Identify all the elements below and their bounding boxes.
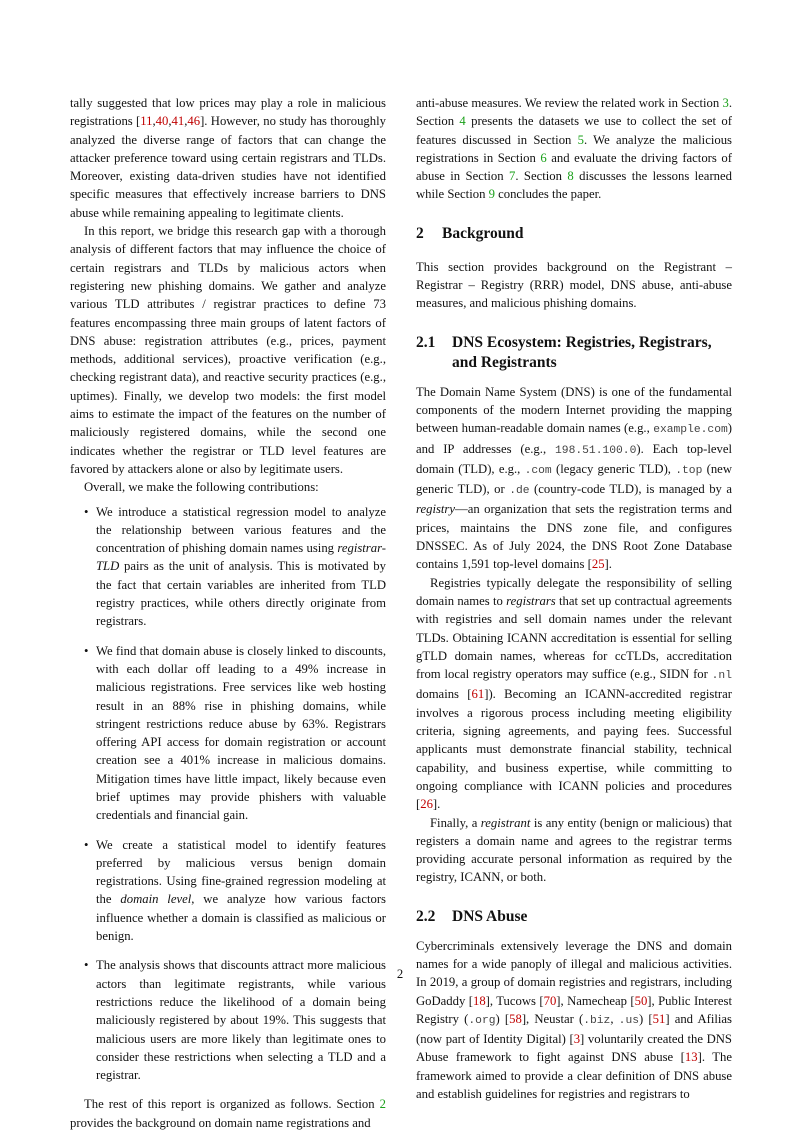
paragraph: The rest of this report is organized as follows. Section 2 provides the background on domain name registrations and — [70, 1097, 386, 1130]
paragraph: The Domain Name System (DNS) is one of the fundamental components of the modern Internet providing the mapping between human-readable domain names (e.g., example.com) and IP addresses (e.g., 198.51.100.0). Each top-level domain (TLD), e.g., .com (legacy generic TLD), .top (new generic TLD), or .de (country-code TLD), is managed by a registry—an organization that sets the registration terms and prices, maintains the DNS zone file, and configures DNSSEC. As of July 2024, the DNS Root Zone Database contains 1,591 top-level domains [25]. — [416, 384, 732, 572]
list-item: • We introduce a statistical regression model to analyze the relationship between various features and the concentration of phishing domain names using registrar-TLD pairs as the unit of analysis. This is motivated by the fact that certain variables are inherited from TLD registry practices, while others directly originate from registrars. — [84, 504, 386, 629]
citation-link[interactable]: 40 — [155, 114, 169, 129]
citation-link[interactable]: 61 — [471, 687, 485, 702]
paragraph: Overall, we make the following contributions: — [84, 480, 319, 495]
citation-link[interactable]: 50 — [634, 993, 648, 1008]
paragraph: Registries typically delegate the responsibility of selling domain names to registrars that set up contractual agreements with registries and sell domain names under the relevant TLDs. Obtaining ICANN accreditation is essential for selling gTLD domain names, whereas for ccTLDs, accreditation from local registry operators may suffice (e.g., SIDN for .nl domains [61]). Becoming an ICANN-accredited registrar involves a rigorous process including meeting eligibility criteria, signing agreements, and paying fees. Successful applicants must demonstrate financial stability, technical capability, and business expertise, while committing to ongoing compliance with ICANN policies and procedures [26]. — [416, 575, 732, 812]
citation-link[interactable]: 26 — [420, 797, 433, 812]
citation-link[interactable]: 3 — [573, 1032, 581, 1047]
section-link[interactable]: 7 — [509, 169, 516, 184]
citation-link[interactable]: 18 — [472, 993, 486, 1008]
citation-link[interactable]: 25 — [591, 557, 605, 572]
citation-link[interactable]: 13 — [684, 1050, 698, 1065]
bullet-icon: • — [84, 504, 89, 519]
right-column — [416, 94, 732, 1103]
citation-link[interactable]: 51 — [652, 1011, 666, 1026]
section-link[interactable]: 9 — [488, 187, 495, 202]
section-link[interactable]: 6 — [540, 150, 547, 165]
section-link[interactable]: 5 — [577, 132, 584, 147]
section-link[interactable]: 4 — [459, 114, 466, 129]
paragraph: Finally, a registrant is any entity (benign or malicious) that registers a domain name and agrees to the registrar terms providing accurate personal information as required by the registry, ICANN, or both. — [416, 815, 732, 885]
section-link[interactable]: 8 — [567, 169, 574, 184]
list-item: • We find that domain abuse is closely linked to discounts, with each dollar off leading to a 49% increase in malicious registrations. Free services like web hosting result in an 88% rise in phishing domains, while stringent restrictions reduce abuse by 63%. Registrars offering API access for domain registration or account creation see a 401% increase in malicious domains. Mitigation times have little impact, likely because even brief uptimes may provide phishers with valuable credentials and financial gain. — [84, 643, 386, 823]
section-link[interactable]: 3 — [722, 96, 729, 110]
list-item: • We create a statistical model to identify features preferred by malicious versus benign domain registrations. Using fine-grained regression modeling at the domain level, we analyze how various factors influence whether a domain is classified as malicious or benign. — [84, 837, 386, 944]
page-number: 2 — [396, 967, 404, 981]
paragraph: Cybercriminals extensively leverage the DNS and domain names for a wide panoply of illegal and malicious activities. In 2019, a group of domain registries and registrars, including GoDaddy [18], Tucows [70], Namecheap [50], Public Interest Registry (.org) [58], Neustar (.biz, .us) [51] and Afilias (now part of Identity Digital) [3] voluntarily created the DNS Abuse framework to fight against DNS abuse [13]. The framework aimed to provide a clear definition of DNS abuse and establish guidelines for registries and registrars to — [416, 938, 732, 1102]
citation-link[interactable]: 46 — [187, 114, 201, 129]
list-item: • The analysis shows that discounts attract more malicious actors than legitimate registrants, while various restrictions reduce the likelihood of a domain being maliciously registered by about 19%. This suggests that malicious users are more likely than legitimate ones to consider these restrictions when selecting a TLD and a registrar. — [84, 958, 386, 1083]
paragraph: In this report, we bridge this research gap with a thorough analysis of different factors that may influence the choice of certain registrars and TLDs by malicious actors when registering new phishing domains. We gather and analyze various TLD attributes / registrar practices to define 73 features encompassing three main groups of latent factors of DNS abuse: registration attributes (e.g., prices, payment methods, additional services), proactive verification (e.g., checking registrant data), and reactive security practices (e.g., uptimes). Finally, we develop two models: the first model aims to estimate the impact of the features on the number of maliciously registered domains, while the second one indicates whether the registrar or TLD level features are favored by attackers alone or also by legitimate users. — [70, 224, 386, 476]
paragraph: tally suggested that low prices may play a role in malicious registrations [11,40,41,46]. However, no study has thoroughly analyzed the diverse range of factors that can change the attacker preference toward using certain registrars and TLDs. Moreover, existing data-driven studies have not identified specific measures that effectively increase barriers to DNS abuse while remaining appealing to legitimate clients. — [70, 96, 386, 220]
section-link[interactable]: 2 — [379, 1097, 386, 1112]
citation-link[interactable]: 41 — [171, 114, 185, 129]
citation-link[interactable]: 11 — [140, 114, 153, 129]
contributions-list — [70, 503, 386, 1085]
section-heading: 2 Background — [416, 224, 524, 242]
bullet-icon: • — [84, 837, 89, 852]
bullet-icon: • — [84, 643, 89, 658]
subsection-heading: 2.1 DNS Ecosystem: Registries, Registrars, and Registrants — [416, 333, 712, 371]
paragraph: anti-abuse measures. We review the related work in Section 3. Section 4 presents the datasets we use to collect the set of features discussed in Section 5. We analyze the malicious registrations in Section 6 and evaluate the driving factors of abuse in Section 7. Section 8 discusses the lessons learned while Section 9 concludes the paper. — [416, 96, 732, 202]
bullet-icon: • — [84, 958, 89, 973]
paragraph: This section provides background on the Registrant – Registrar – Registry (RRR) model, DNS abuse, anti-abuse measures, and malicious phishing domains. — [416, 259, 732, 311]
subsection-heading: 2.2 DNS Abuse — [416, 907, 528, 925]
citation-link[interactable]: 70 — [543, 993, 557, 1008]
citation-link[interactable]: 58 — [509, 1011, 522, 1026]
